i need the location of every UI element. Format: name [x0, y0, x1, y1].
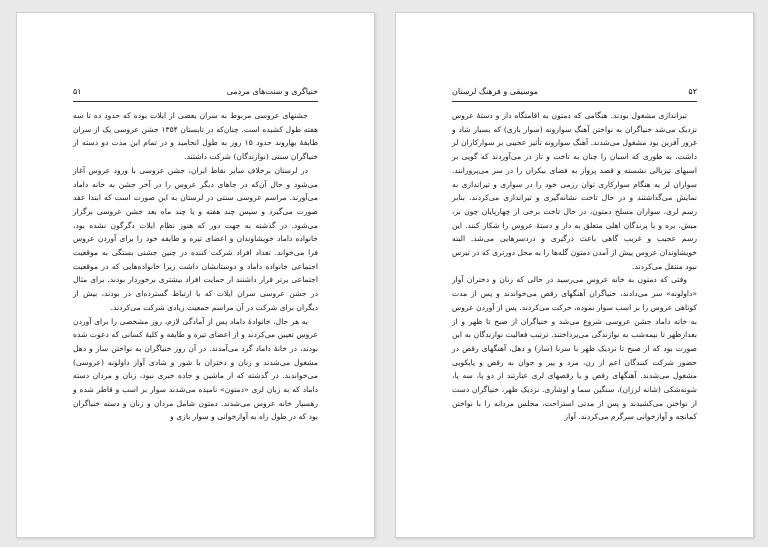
- right-paragraph-1: تیراندازی مشغول بودند. هنگامی که دمتون به اقامتگاه دار و دستهٔ عروس نزدیک می‌شد خنیاگران به نواختن آهنگ سوارونه (سوار بازی) که بسیار شاد و غرور آفرین بود مشغول می‌شدند. آهنگ سوارونه تأثیر عجیبی بر سوارکاران لر داشت، به طوری که اسبان را چنان به تاخت و تاز در می‌آوردند که گویی بر اسبهای تیزبالی نشسته و قصد پرواز به فضای بیکران را در سر می‌پرورانند. سواران لر به هنگام سوارکاری توان رزمی خود را در سواری و تیراندازی به نمایش می‌گذاشتند و در حال تاخت نشانه‌گیری و تیراندازی می‌کردند. بنابر رسم لری، سواران مسلح دمتون، در حال تاخت برخی از چهارپایان چون بز، میش، بره و یا پرندگان اهلی متعلق به دار و دستهٔ عروس را شکار کنند. این رسم عجیب و غریب گاهی باعث درگیری و دردسرهایی می‌شد. البته خویشاوندان عروس پیش از آمدن دمتون گله‌ها را به محل دورتری که در تیرس نبود منتقل می‌کردند.: [452, 111, 697, 271]
- left-page-running-title: خنیاگری و سنت‌های مردمی: [226, 87, 318, 96]
- left-paragraph-3: به هر حال، خانوادهٔ داماد پس از آمادگی لازم، روز مشخصی را برای آوردن عروس تعیین می‌کردند و از اعضای تیره و طایفه و کلیهٔ کسانی که دعوت شده بودند، در خانهٔ داماد گرد می‌آمدند. در آن روز خنیاگران به نواختن ساز و دهل مشغول می‌شدند و زنان و دختران با شور و شادی آواز داولونه (عروسی) می‌خواندند. در گذشته که از ماشین و جاده خبری نبود، زنان و مردان دسته داماد که به زبان لری «دمتون» نامیده می‌شدند سوار بر اسب و قاطر شده و رهسپار خانه عروس می‌شدند. دمتون شامل مردان و زنان و دسته خنیاگران بود که در طول راه به آوازخوانی و سوار بازی و: [73, 316, 318, 422]
- right-page-body: [452, 109, 697, 485]
- left-page-header: [73, 85, 318, 102]
- right-page-running-title: موسیقی و فرهنگ لرستان: [452, 87, 539, 96]
- left-paragraph-1: جشنهای عروسی مربوط به سران یعضی از ایلات بوده که حدود ده تا سه هفته طول کشیده است. چنان‌که در تابستان ۱۳۵۴ جشن عروسی یک از سران طایفهٔ بهاروند حدود ۱۵ روز به طول انجامید و در تمام این مدت دو دسته از خنیاگران سنتی (نوازندگان) شرکت داشتند.: [73, 111, 319, 162]
- right-page-header: [452, 85, 697, 102]
- right-page-number: ۵۲: [688, 87, 697, 96]
- left-paragraph-2: در لرستان برخلاف سایر نقاط ایران، جشن عروسی با ورود عروس آغاز می‌شود و حال آن‌که در جاهای دیگر عروس را در آخر جشن به خانه داماد می‌آورند. مراسم عروسی سنتی در لرستان به این صورت است که ابتدا عقد صورت می‌گیرد و سپس چند هفته و یا چند ماه بعد جشن عروسی برگزار می‌شود. در گذشته به جهت دور که هنوز نظام ایلات دگرگون نشده بود، خانواده داماد خویشاوندان و اعضای تیره و طایفه خود را برای آوردن عروس فرا می‌خواند. تعداد افراد شرکت کننده در چنین جشنی بستگی به موقعیت اجتماعی خانواده داماد و دوستانشان داشت زیرا خانواده‌هایی که در موقعیت اجتماعی برتر قرار داشتند از حمایت افراد بیشتری برخوردار بودند. برای مثال در جشن عروسی سران ایلات که با ارتباط گسترده‌ای در بودند، بیش از دیگران برای شرکت در آن مراسم جمعیت زیادی شرکت می‌کردند.: [73, 165, 318, 312]
- right-paragraph-2: وقتی که دمتون به خانه عروس می‌رسید در حالی که زنان و دختران آواز «داولونه» سر می‌دادند، خنیاگران آهنگهای رقص می‌خواندند و پس از مدت کوتاهی عروس را بر اسب سوار نموده، حرکت می‌کردند. پس از آوردن عروس به خانه داماد جشن عروسی شروع می‌شد و خنیاگران از صبح تا ظهر و از بعدازظهر تا نیمه‌شب به نوازندگی می‌پرداختند. ترتیب فعالیت نوازندگان به این صورت بود که از صبح تا نزدیک ظهر با سرنا (ساز) و دهل، آهنگهای رقص در حضور شرکت کنندگان اعم از زن، مرد و پیر و جوان به رقص و پایکوبی مشغول می‌شدند. آهنگهای رقص و یا رقصهای لری عبارتند از دو پا، سه پا، شونه‌شکی (شانه لرزان)، سنگین سما و اوشاری. نزدیک ظهر، خنیاگران دست از نواختن می‌کشیدند و پس از مدتی استراحت، مجلس مردانه را با نواختن کمانچه و آوازخوانی سرگرم می‌کردند. آواز: [452, 275, 697, 422]
- left-page: [16, 12, 375, 538]
- left-page-body: [73, 109, 318, 485]
- right-page: [395, 12, 754, 538]
- left-page-number: ۵۱: [73, 87, 82, 96]
